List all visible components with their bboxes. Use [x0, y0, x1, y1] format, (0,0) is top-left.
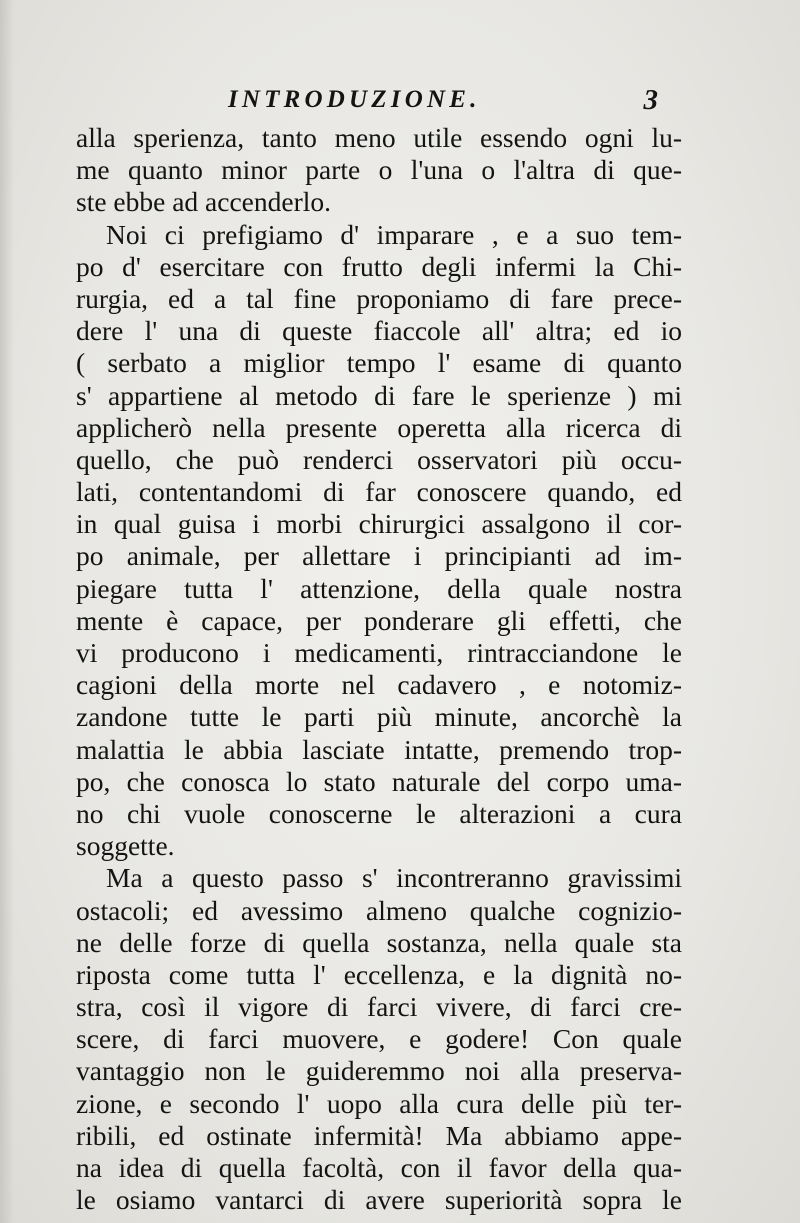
text-line: ne delle forze di quella sostanza, nella quale sta	[76, 926, 682, 958]
text-line: cagioni della morte nel cadavero , e notomiz-	[76, 669, 682, 701]
text-line: riposta come tutta l' eccellenza, e la dignità no-	[76, 958, 682, 990]
body-text	[76, 122, 682, 1216]
text-line: ( serbato a miglior tempo l' esame di quanto	[76, 347, 682, 379]
text-line: le osiamo vantarci di avere superiorità sopra le	[76, 1184, 682, 1216]
text-line: stra, così il vigore di farci vivere, di farci cre-	[76, 991, 682, 1023]
text-line: scere, di farci muovere, e godere! Con quale	[76, 1023, 682, 1055]
text-line: applicherò nella presente operetta alla ricerca di	[76, 411, 682, 443]
text-line: dere l' una di queste fiaccole all' altra; ed io	[76, 315, 682, 347]
text-line: po d' esercitare con frutto degli infermi la Chi-	[76, 250, 682, 282]
text-line: in qual guisa i morbi chirurgici assalgono il cor-	[76, 508, 682, 540]
text-line: rurgia, ed a tal fine proponiamo di fare prece-	[76, 282, 682, 314]
text-line: alla sperienza, tanto meno utile essendo ogni lu-	[76, 122, 682, 153]
text-line: zione, e secondo l' uopo alla cura delle più ter-	[76, 1087, 682, 1119]
text-line: quello, che può renderci osservatori più occu-	[76, 443, 682, 475]
text-line: mente è capace, per ponderare gli effetti, che	[76, 604, 682, 636]
text-line: piegare tutta l' attenzione, della quale nostra	[76, 572, 682, 604]
text-line: ribili, ed ostinate infermità! Ma abbiamo appe-	[76, 1119, 682, 1151]
text-line: zandone tutte le parti più minute, ancorchè la	[76, 701, 682, 733]
text-line: ostacoli; ed avessimo almeno qualche cognizio-	[76, 894, 682, 926]
text-line: me quanto minor parte o l'una o l'altra di que-	[76, 154, 682, 186]
text-line: s' appartiene al metodo di fare le sperienze ) mi	[76, 379, 682, 411]
page-edge-shadow	[0, 0, 14, 1223]
page-number: 3	[643, 84, 658, 116]
page-header	[228, 86, 658, 126]
text-line: lati, contentandomi di far conoscere quando, ed	[76, 476, 682, 508]
text-line: soggette.	[76, 830, 175, 862]
text-line: Ma a questo passo s' incontreranno gravissimi	[106, 862, 682, 894]
text-line: po, che conosca lo stato naturale del corpo uma-	[76, 765, 682, 797]
text-line: na idea di quella facoltà, con il favor della qua-	[76, 1152, 682, 1183]
text-line: malattia le abbia lasciate intatte, premendo trop-	[76, 733, 682, 765]
text-line: no chi vuole conoscerne le alterazioni a cura	[76, 797, 682, 829]
running-head: INTRODUZIONE.	[228, 86, 481, 113]
text-line: vi producono i medicamenti, rintracciandone le	[76, 637, 682, 668]
text-line: ste ebbe ad accenderlo.	[76, 186, 331, 218]
text-line: po animale, per allettare i principianti ad im-	[76, 540, 682, 572]
text-line: vantaggio non le guideremmo noi alla preserva-	[76, 1055, 682, 1087]
text-line: Noi ci prefigiamo d' imparare , e a suo tem-	[106, 218, 682, 250]
